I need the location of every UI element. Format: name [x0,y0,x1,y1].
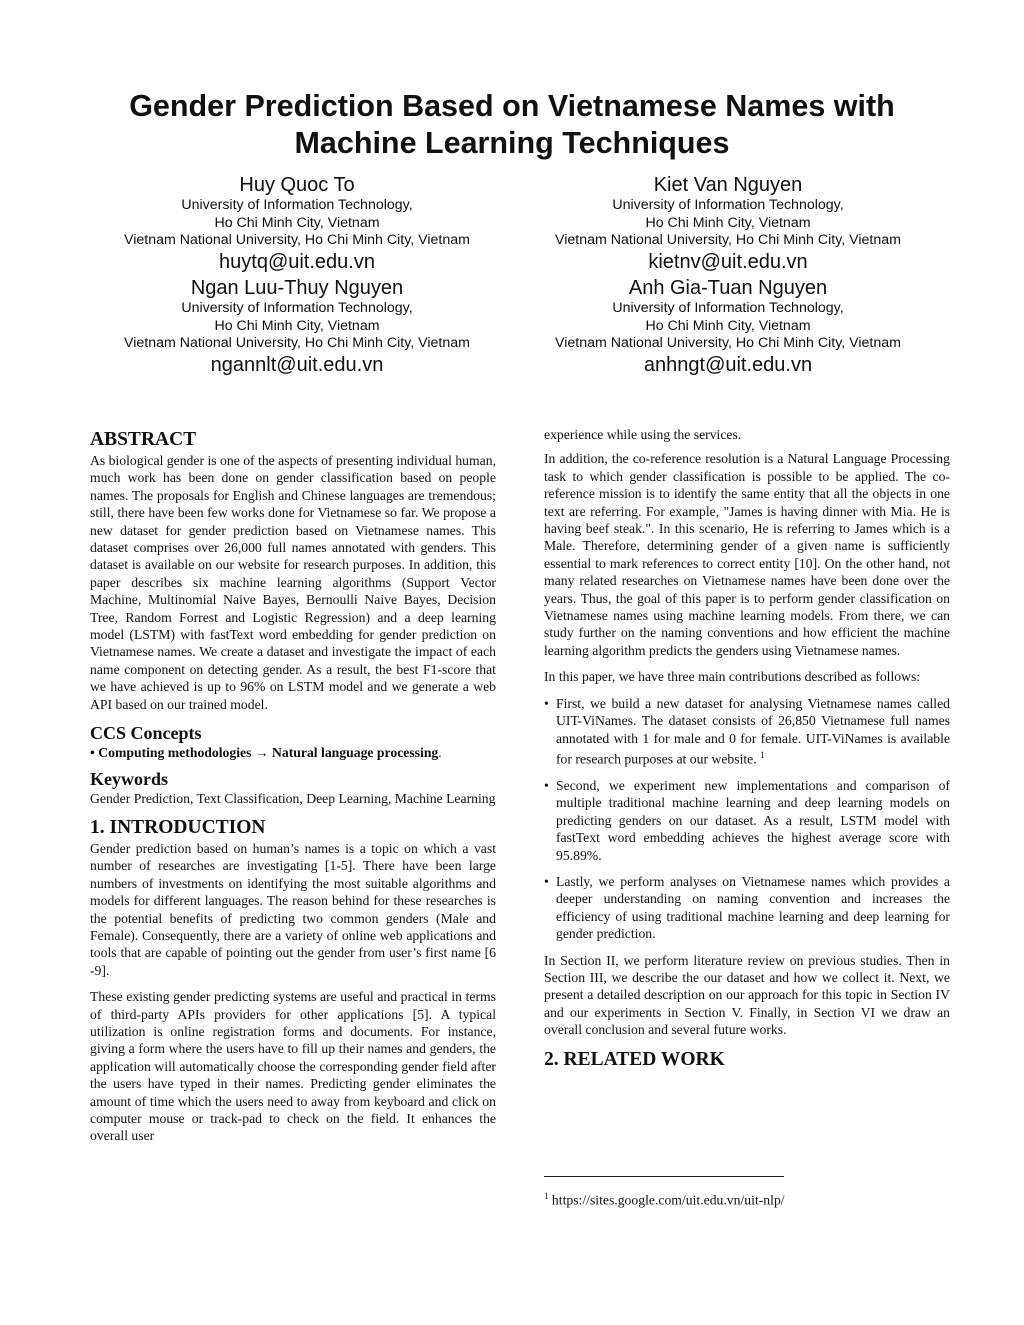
author-block-4 [518,276,938,377]
author-affiliation: Vietnam National University, Ho Chi Minh City, Vietnam [555,232,901,248]
author-affiliation: University of Information Technology, [612,300,844,316]
ccs-heading: CCS Concepts [90,723,202,744]
bullet-icon: • [544,777,549,793]
author-email[interactable]: ngannlt@uit.edu.vn [210,353,384,376]
author-name: Anh Gia-Tuan Nguyen [628,277,828,299]
footnote-divider [544,1176,784,1177]
contribution-text-2: Second, we experiment new implementations and comparison of multiple traditional machine learning and deep learning models on predicting genders on our dataset. As a result, LSTM model with fastText word embedding achieves the highest average score with 95.89%. [556,777,950,863]
ccs-concepts-period: . [438,745,442,761]
footnote-mark: 1 [544,1191,549,1201]
footnote-ref[interactable]: 1 [760,749,765,760]
list-item [544,873,950,943]
contribution-text-1: First, we build a new dataset for analysing Vietnamese names called UIT-ViNames. The dataset consists of 26,850 Vietnamese full names annotated with 1 for male and 0 for female. UIT-ViNames is available for research purposes at our website. [556,695,950,767]
abstract-heading: ABSTRACT [90,429,197,450]
keywords-heading: Keywords [90,768,168,789]
author-affiliation: Ho Chi Minh City, Vietnam [645,214,811,231]
paper-title-line-1: Gender Prediction Based on Vietnamese Names with [129,89,895,123]
author-affiliation: Ho Chi Minh City, Vietnam [214,317,380,334]
ccs-concepts [90,744,496,761]
left-column [90,426,496,1154]
author-email[interactable]: kietnv@uit.edu.vn [648,250,808,273]
author-block-3 [87,276,507,377]
introduction-paragraph-4: In this paper, we have three main contributions described as follows: [544,669,921,685]
footnote-url[interactable]: https://sites.google.com/uit.edu.vn/uit-nlp/ [548,1192,785,1208]
author-name: Huy Quoc To [239,174,355,196]
paper-title-line-2: Machine Learning Techniques [294,126,730,160]
author-email[interactable]: anhngt@uit.edu.vn [643,353,813,376]
contribution-text-3: Lastly, we perform analyses on Vietnamese names which provides a deeper understanding on naming convention and increases the efficiency of using traditional machine learning and deep learning for gender prediction. [556,873,950,942]
list-item [544,777,950,864]
author-affiliation: Vietnam National University, Ho Chi Minh City, Vietnam [124,335,470,351]
introduction-heading: 1. INTRODUCTION [90,816,266,838]
author-block-2 [518,173,938,274]
author-affiliation: University of Information Technology, [612,197,844,213]
bullet-icon: • [544,695,549,711]
author-affiliation: Vietnam National University, Ho Chi Minh City, Vietnam [555,335,901,351]
introduction-paragraph-2-continued: experience while using the services. [544,427,742,442]
abstract-text: As biological gender is one of the aspects of presenting individual human, much work has been done on gender classification based on people names. The proposals for English and Chinese languages are tremendous; still, there have been few works done for Vietnamese so far. We propose a new dataset for gender prediction based on Vietnamese names. This dataset comprises over 26,000 full names annotated with genders. This dataset is available on our website for research purposes. In addition, this paper describes six machine learning algorithms (Support Vector Machine, Multinomial Naive Bayes, Bernoulli Naive Bayes, Decision Tree, Random Forrest and Logistic Regression) and a deep learning model (LSTM) with fastText word embedding for gender prediction on Vietnamese names. We create a dataset and investigate the impact of each name component on detecting gender. As a result, the best F1-score that we have achieved is up to 96% on LSTM model and we generate a web API based on our trained model. [90,453,496,712]
bullet-icon: • [544,873,549,889]
author-email[interactable]: huytq@uit.edu.vn [219,250,375,273]
author-name: Kiet Van Nguyen [653,174,803,196]
contributions-list [544,695,950,943]
author-block-1 [87,173,507,274]
author-affiliation: University of Information Technology, [181,197,413,213]
related-work-heading: 2. RELATED WORK [544,1048,725,1070]
list-item [544,695,950,768]
introduction-paragraph-2: These existing gender predicting systems are useful and practical in terms of third-party APIs providers for other applications [5]. A typical utilization is online registration forms and documents. For instance, giving a form where the users have to fill up their names and genders, the application will automatically choose the corresponding gender field after the users have typed in their names. Predicting gender eliminates the amount of time which the users need to away from keyboard and click on computer mouse or track-pad to check on the field. It enhances the overall user [90,989,496,1144]
author-affiliation: University of Information Technology, [181,300,413,316]
ccs-concepts-text: • Computing methodologies → Natural language processing [90,745,439,761]
keywords-text: Gender Prediction, Text Classification, Deep Learning, Machine Learning [90,790,496,806]
author-name: Ngan Luu-Thuy Nguyen [190,277,404,299]
introduction-paragraph-5: In Section II, we perform literature review on previous studies. Then in Section III, we describe the our dataset and how we collect it. Next, we present a detailed description on our approach for this topic in Section IV and our experiments in Section V. Finally, in Section VI we draw an overall conclusion and several future works. [544,952,950,1038]
paper-title [0,88,1024,162]
right-column [544,426,950,1072]
introduction-paragraph-3: In addition, the co-reference resolution is a Natural Language Processing task to which gender classification is possible to be applied. The co-reference mission is to identify the same entity that all the objects in one text are referring. For example, "James is having dinner with Mia. He is having beef steak.". In this scenario, He is referring to James which is a Male. Therefore, determining gender of a given name is sufficiently essential to mark references to correct entity [10]. On the other hand, not many related researches on Vietnamese names have been done over the years. Thus, the goal of this paper is to perform gender classification on Vietnamese names using machine learning models. From there, we can study further on the naming conventions and how efficient the machine learning algorithm predicts the genders using Vietnamese names. [544,451,950,658]
author-affiliation: Ho Chi Minh City, Vietnam [214,214,380,231]
introduction-paragraph-1: Gender prediction based on human’s names is a topic on which a vast number of researches are investigating [1-5]. There have been large numbers of investments on identifying the most suitable algorithms and models for different languages. The reason behind for these researches is the potential benefits of predicting two common genders (Male and Female). Consequently, there are a variety of online web applications and tools that are capable of pointing out the gender from user’s first name [6 -9]. [90,840,496,978]
footnote [544,1188,785,1209]
author-affiliation: Vietnam National University, Ho Chi Minh City, Vietnam [124,232,470,248]
author-affiliation: Ho Chi Minh City, Vietnam [645,317,811,334]
